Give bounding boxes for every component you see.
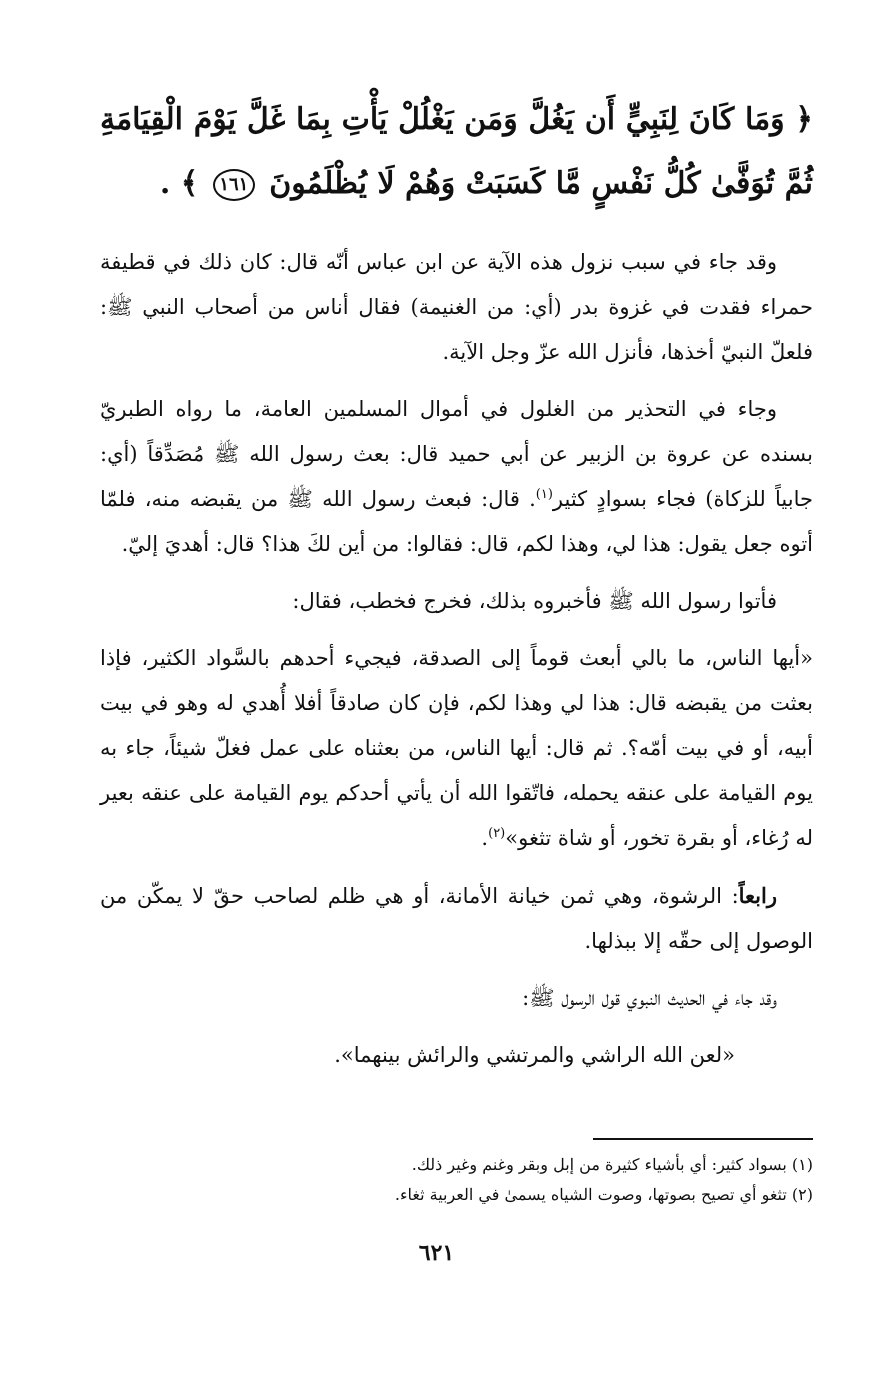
paragraph-hadith-quote: «لعن الله الراشي والمرتشي والرائش بينهما».	[334, 1043, 735, 1067]
paragraph-text: : الرشوة، وهي ثمن خيانة الأمانة، أو هي ظلم لصاحب حقّ لا يمكّن من الوصول إلى حقّه إلا ببذلها.	[100, 884, 813, 953]
paragraph-tabari-narration	[100, 387, 813, 567]
quran-verse	[100, 88, 813, 216]
paragraph-sermon-intro: فأتوا رسول الله ﷺ فأخبروه بذلك، فخرج فخطب، فقال:	[292, 589, 777, 613]
footnote-1: (١) بسواد كثير: أي بأشياء كثيرة من إبل وبقر وغنم وغير ذلك.	[411, 1155, 813, 1174]
paragraph-end: .	[481, 826, 489, 850]
section-lead-fourth: رابعاً	[738, 883, 777, 908]
verse-text: وَمَا كَانَ لِنَبِيٍّ أَن يَغُلَّ وَمَن يَغْلُلْ يَأْتِ بِمَا غَلَّ يَوْمَ الْقِيَامَةِ ثُمَّ تُوَفَّىٰ كُلُّ نَفْسٍ مَّا كَسَبَتْ وَهُمْ لَا يُظْلَمُونَ	[100, 102, 813, 201]
footnote-divider	[593, 1138, 813, 1140]
footnote-2: (٢) تثغو أي تصيح بصوتها، وصوت الشياه يسمىٰ في العربية ثغاء.	[394, 1185, 813, 1204]
paragraph-text: وجاء في التحذير من الغلول في أموال المسلمين العامة، ما رواه الطبريّ بسنده عن عروة بن الزبير عن أبي حميد قال: بعث رسول الله ﷺ مُصَدِّقاً (أي: جابياً للزكاة) فجاء بسوادٍ كثير	[100, 397, 813, 511]
page-number: ٦٢١	[418, 1240, 455, 1266]
footnote-ref-2: (٢)	[488, 826, 506, 841]
paragraph-text: . قال: فبعث رسول الله ﷺ من يقبضه منه، فلمّا أتوه جعل يقول: هذا لي، وهذا لكم، قال: فقالوا: من أين لكَ هذا؟ قال: أهديَ إليّ.	[100, 487, 813, 556]
paragraph-revelation-cause: وقد جاء في سبب نزول هذه الآية عن ابن عباس أنّه قال: كان ذلك في قطيفة حمراء فقدت في غزوة بدر (أي: من الغنيمة) فقال أناس من أصحاب النبي ﷺ: فلعلّ النبيّ أخذها، فأنزل الله عزّ وجل الآية.	[100, 250, 813, 364]
ayah-number-marker: ١٦١	[213, 169, 255, 201]
paragraph-hadith-sermon	[100, 636, 813, 861]
footnotes	[100, 1150, 813, 1210]
footnote-ref-1: (١)	[535, 487, 553, 502]
page-body	[100, 88, 813, 1090]
verse-close-bracket: ﴾ .	[159, 166, 199, 201]
paragraph-bribery	[100, 873, 813, 964]
verse-open-bracket: ﴿	[795, 102, 813, 137]
paragraph-hadith-intro: وقد جاء في الحديث النبوي قول الرسول ﷺ:	[522, 986, 777, 1010]
paragraph-text: «أيها الناس، ما بالي أبعث قوماً إلى الصدقة، فيجيء أحدهم بالسَّواد الكثير، فإذا بعثت من يقبضه قال: هذا لي وهذا لكم، فإن كان صادقاً أفلا أُهدي له وهو في بيت أبيه، أو في بيت أمّه؟. ثم قال: أيها الناس، من بعثناه على عمل فغلّ شيئاً، جاء به يوم القيامة على عنقه يحمله، فاتّقوا الله أن يأتي أحدكم يوم القيامة على عنقه بعير له رُغاء، أو بقرة تخور، أو شاة تثغو»	[100, 646, 813, 850]
